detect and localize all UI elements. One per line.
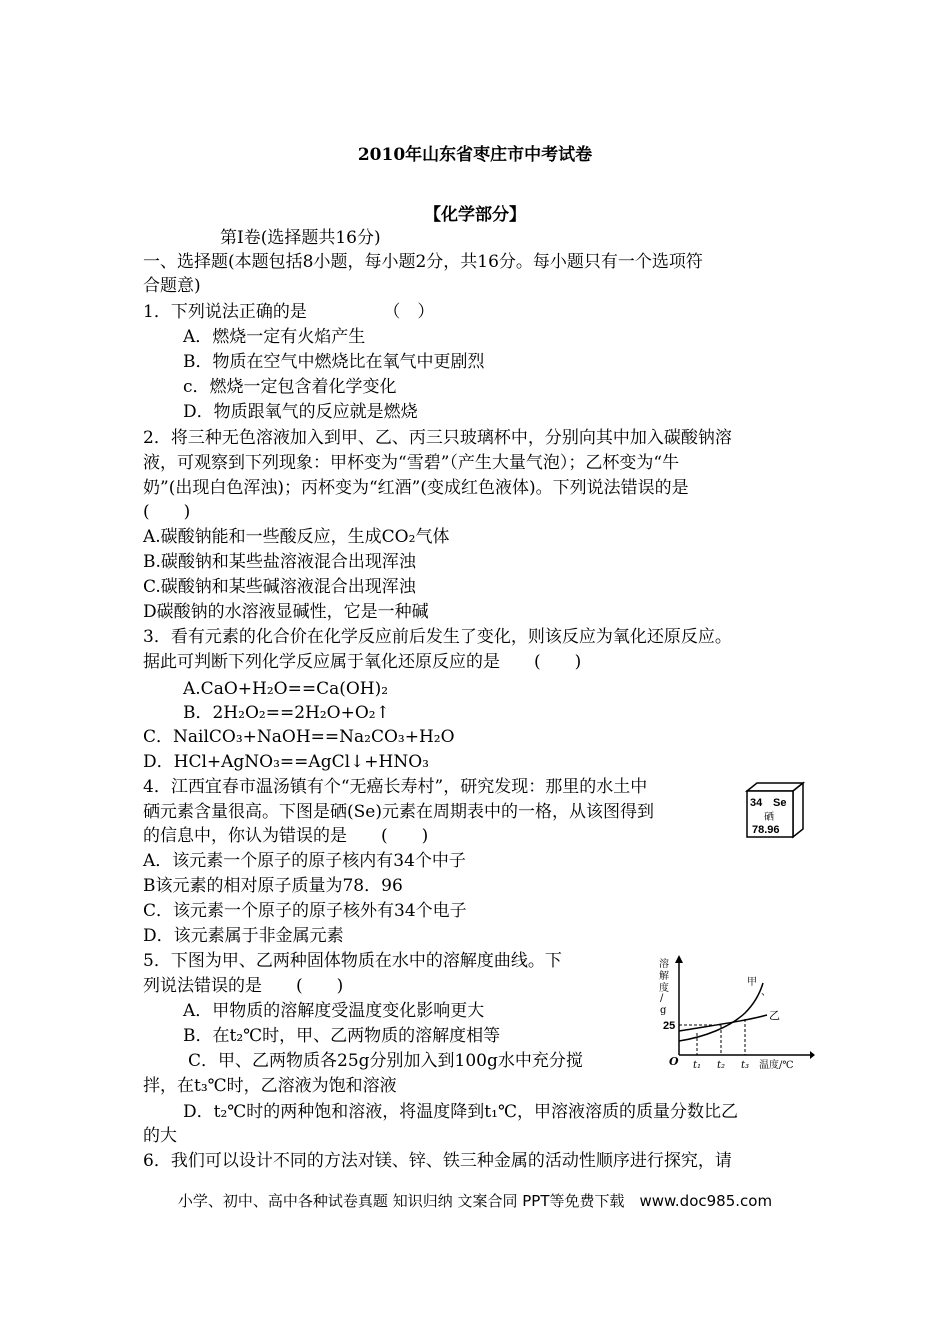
graph-ylabel-3: 度: [659, 983, 669, 994]
text-line: 6．我们可以设计不同的方法对镁、锌、铁三种金属的活动性顺序进行探究，请: [143, 1151, 732, 1171]
text-line: c．燃烧一定包含着化学变化: [183, 377, 397, 397]
text-line: C．该元素一个原子的原子核外有34个电子: [143, 901, 467, 921]
curve-b: [679, 1015, 767, 1031]
graph-xlabel: 温度/℃: [759, 1060, 794, 1071]
element-name: 硒: [764, 812, 774, 823]
page-title: 2010年山东省枣庄市中考试卷: [357, 145, 593, 165]
text-line: A．燃烧一定有火焰产生: [183, 327, 366, 347]
text-line: A.碳酸钠能和一些酸反应，生成CO₂气体: [143, 527, 450, 547]
text-line: D．HCl+AgNO₃==AgCl↓+HNO₃: [143, 752, 429, 772]
text-line: 第Ⅰ卷(选择题共16分): [220, 228, 381, 248]
text-line: B．2H₂O₂==2H₂O+O₂↑: [183, 703, 390, 723]
solubility-graph: [655, 955, 815, 1073]
text-line: A．该元素一个原子的原子核内有34个中子: [143, 851, 466, 871]
series-a-mark: 、: [761, 987, 771, 998]
text-line: D．t₂℃时的两种饱和溶液，将温度降到t₁℃，甲溶液溶质的质量分数比乙: [183, 1102, 738, 1122]
text-line: 的信息中，你认为错误的是 ( ): [143, 826, 429, 846]
element-cell-figure: [745, 781, 805, 839]
graph-ylabel-4: /: [660, 993, 664, 1004]
text-line: 合题意): [143, 276, 201, 296]
text-line: B该元素的相对原子质量为78．96: [143, 876, 403, 896]
text-line: A．甲物质的溶解度受温度变化影响更大: [183, 1001, 485, 1021]
series-a-label: 甲: [747, 977, 757, 988]
text-line: 5．下图为甲、乙两种固体物质在水中的溶解度曲线。下: [143, 951, 562, 971]
text-line: 据此可判断下列化学反应属于氧化还原反应的是 ( ): [143, 652, 582, 672]
element-symbol: Se: [773, 797, 787, 809]
text-line: D．该元素属于非金属元素: [143, 926, 344, 946]
text-line: C.碳酸钠和某些碱溶液混合出现浑浊: [143, 577, 416, 597]
text-line: 3．看有元素的化合价在化学反应前后发生了变化，则该反应为氧化还原反应。: [143, 627, 732, 647]
element-number: 34: [750, 797, 763, 809]
graph-ylabel-2: 解: [659, 971, 669, 982]
graph-x-tick-3: t₃: [741, 1060, 750, 1071]
text-line: 的大: [143, 1126, 177, 1146]
element-mass: 78.96: [752, 824, 780, 836]
text-line: ( ): [143, 502, 191, 522]
text-line: 4．江西宜春市温汤镇有个“无癌长寿村”，研究发现：那里的水土中: [143, 777, 648, 797]
text-line: 2．将三种无色溶液加入到甲、乙、丙三只玻璃杯中，分别向其中加入碳酸钠溶: [143, 428, 732, 448]
text-line: B.碳酸钠和某些盐溶液混合出现浑浊: [143, 552, 416, 572]
page-footer: 小学、初中、高中各种试卷真题 知识归纳 文案合同 PPT等免费下载 www.doc985.com: [177, 1192, 773, 1210]
graph-origin: O: [669, 1055, 679, 1068]
graph-ylabel-1: 溶: [659, 959, 669, 970]
text-line: 一、选择题(本题包括8小题，每小题2分，共16分。每小题只有一个选项符: [143, 252, 703, 272]
text-line: C．NailCO₃+NaOH==Na₂CO₃+H₂O: [143, 727, 455, 747]
section-heading: 【化学部分】: [424, 205, 526, 225]
text-line: D．物质跟氧气的反应就是燃烧: [183, 402, 418, 422]
text-line: 硒元素含量很高。下图是硒(Se)元素在周期表中的一格，从该图得到: [143, 802, 654, 822]
graph-y-tick: 25: [663, 1020, 676, 1032]
graph-x-tick-1: t₁: [693, 1060, 702, 1071]
text-line: 液，可观察到下列现象：甲杯变为“雪碧”（产生大量气泡）；乙杯变为“牛: [143, 453, 680, 473]
text-line: 拌，在t₃℃时，乙溶液为饱和溶液: [143, 1076, 397, 1096]
text-line: B．在t₂℃时，甲、乙两物质的溶解度相等: [183, 1026, 501, 1046]
text-line: 列说法错误的是 ( ): [143, 976, 344, 996]
text-line: D碳酸钠的水溶液显碱性，它是一种碱: [143, 602, 429, 622]
series-b-label: 乙: [769, 1009, 780, 1022]
text-line: 1．下列说法正确的是 （ ）: [143, 302, 435, 322]
graph-ylabel-5: g: [660, 1005, 667, 1016]
text-line: 奶”(出现白色浑浊)；丙杯变为“红酒”(变成红色液体)。下列说法错误的是: [143, 478, 689, 498]
text-line: A.CaO+H₂O==Ca(OH)₂: [183, 679, 389, 699]
graph-x-tick-2: t₂: [717, 1060, 726, 1071]
text-line: C．甲、乙两物质各25g分别加入到100g水中充分搅: [188, 1051, 583, 1071]
text-line: B．物质在空气中燃烧比在氧气中更剧烈: [183, 352, 485, 372]
